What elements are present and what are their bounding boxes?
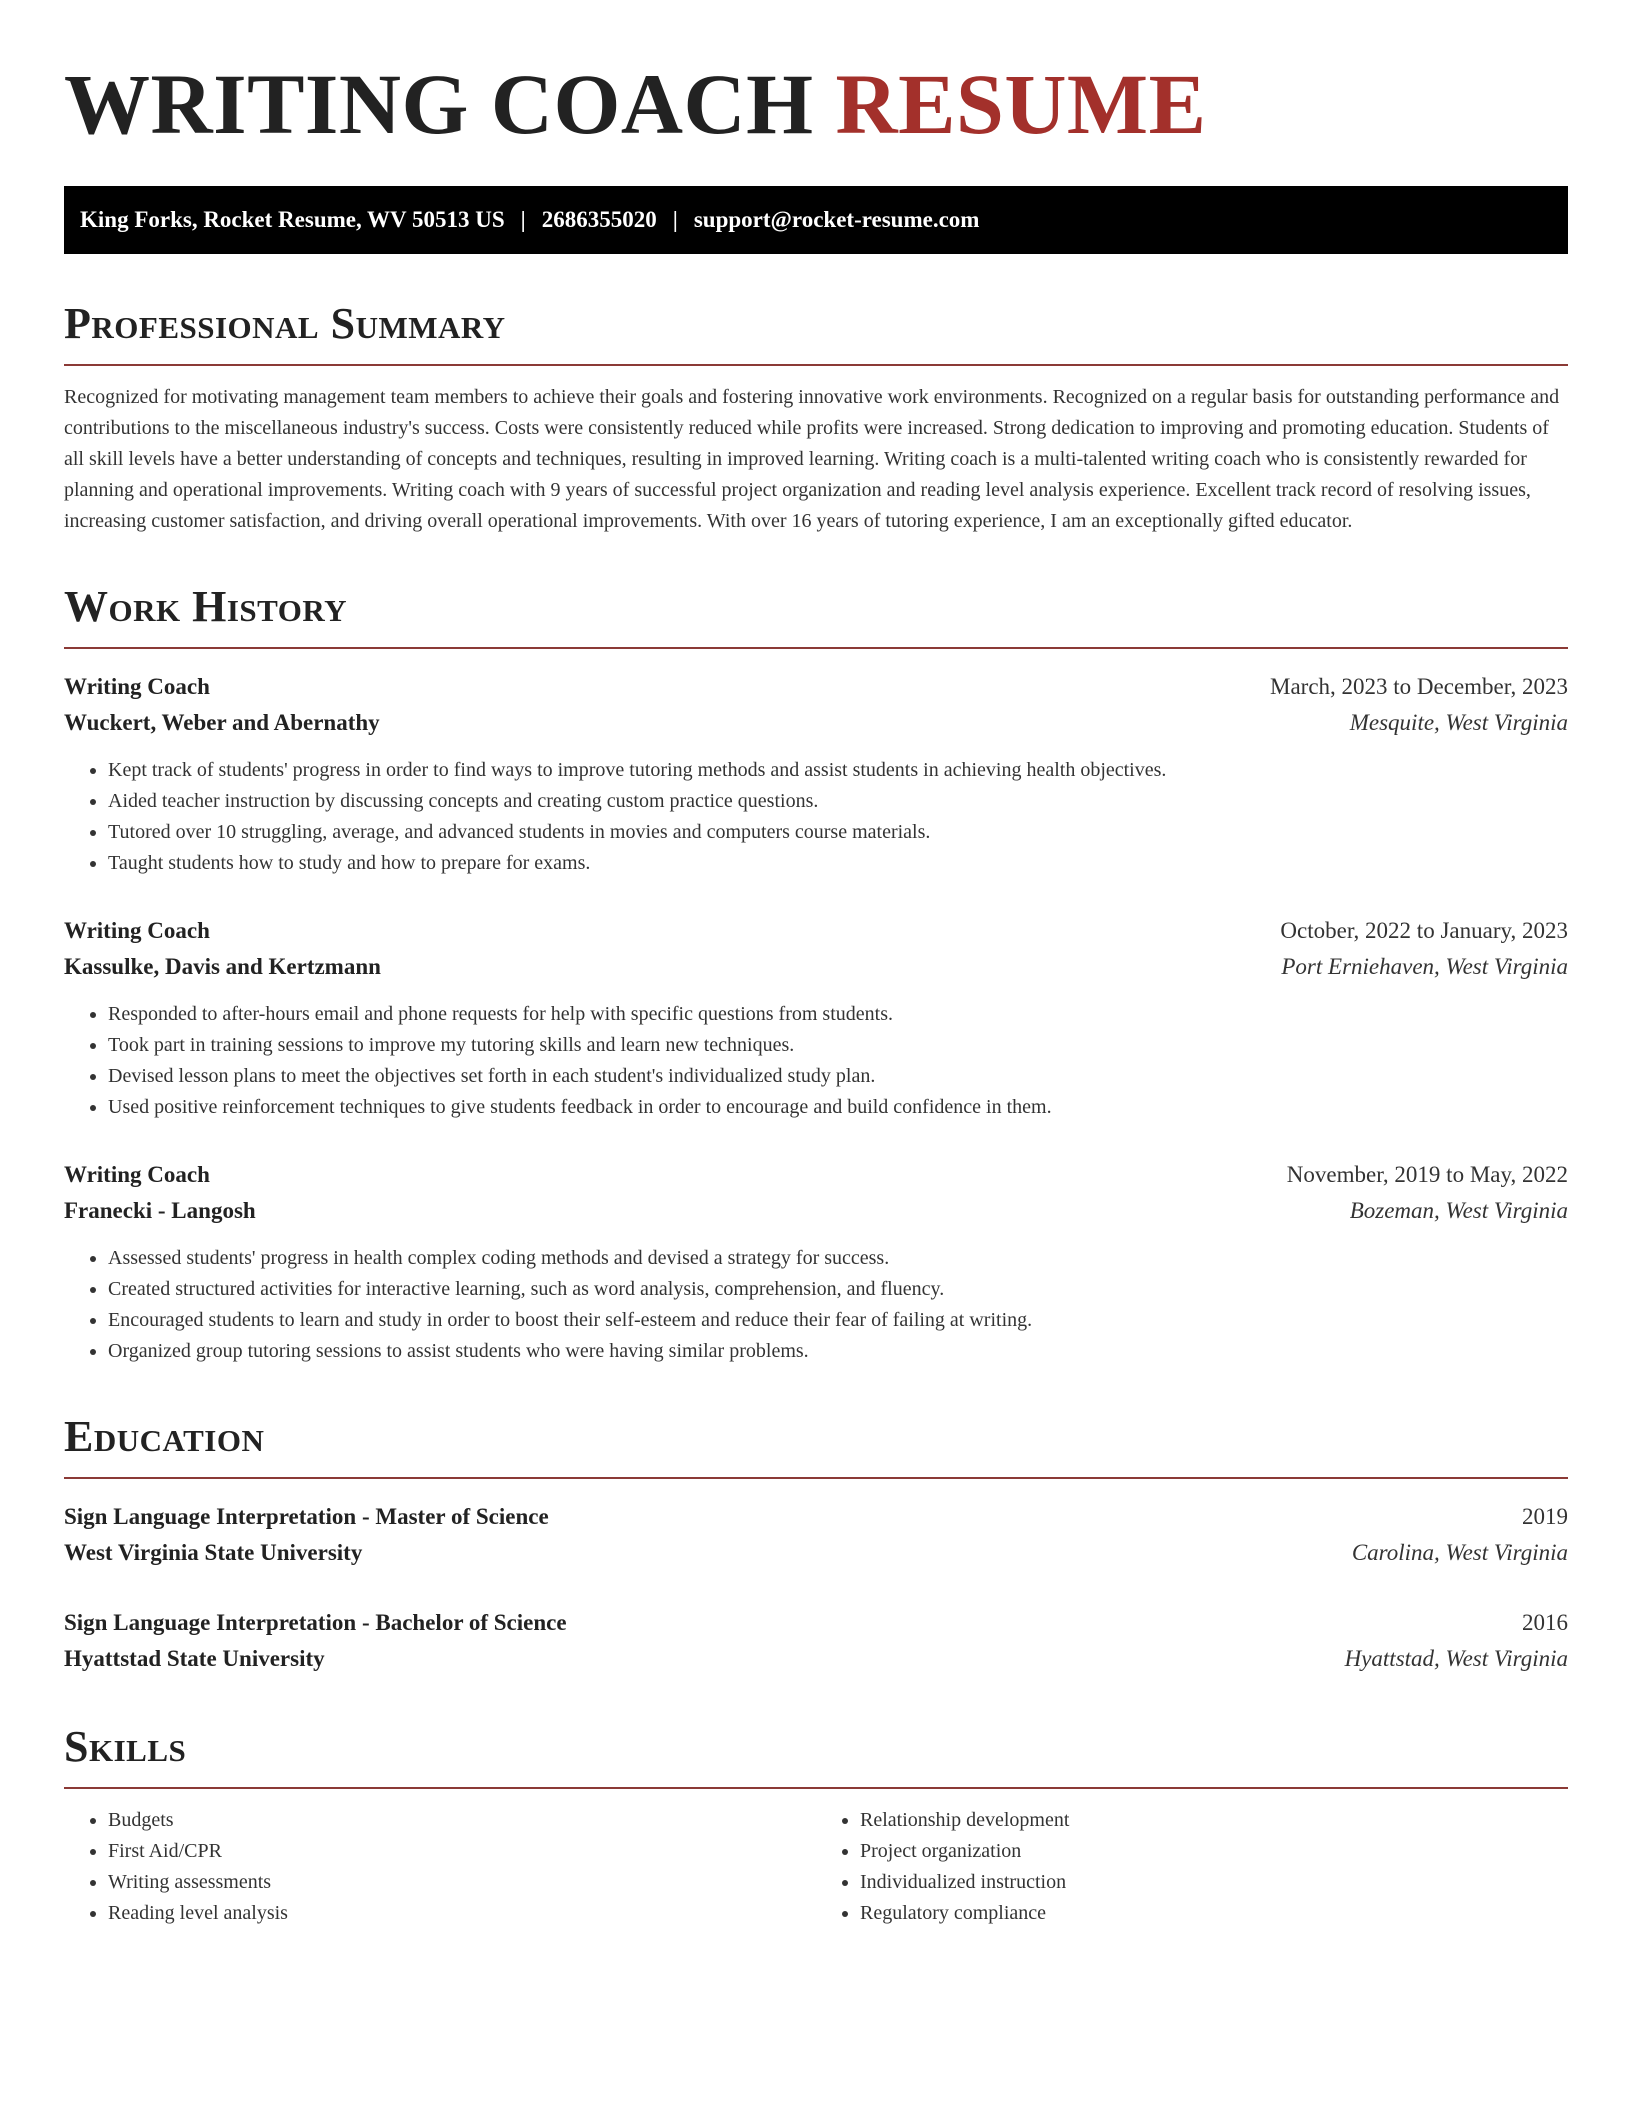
job-duty: • Kept track of students' progress in order to find ways to improve tutoring methods and assist students in achieving health objectives. — [108, 755, 1568, 786]
job-duty: • Used positive reinforcement techniques to give students feedback in order to encourage and build confidence in them. — [108, 1092, 1568, 1123]
degree-year: 2019 — [1522, 1504, 1568, 1529]
job-company-row — [64, 1193, 1568, 1229]
job-title: Writing Coach — [64, 918, 210, 943]
school-location: Hyattstad, West Virginia — [1344, 1646, 1568, 1671]
job-company: Kassulke, Davis and Kertzmann — [64, 954, 381, 979]
job-header-row — [64, 1157, 1568, 1193]
work-history-heading: Work History — [64, 581, 1568, 649]
skill-item: • Project organization — [860, 1836, 1568, 1867]
skills-list — [64, 1805, 1568, 1929]
job-location: Bozeman, West Virginia — [1349, 1198, 1568, 1223]
job-duty: • Tutored over 10 struggling, average, and advanced students in movies and computers course materials. — [108, 817, 1568, 848]
job-duty: • Assessed students' progress in health complex coding methods and devised a strategy for success. — [108, 1243, 1568, 1274]
job-dates: November, 2019 to May, 2022 — [1286, 1162, 1568, 1187]
summary-heading: Professional Summary — [64, 298, 1568, 366]
degree-name: Sign Language Interpretation - Bachelor of Science — [64, 1610, 567, 1635]
school-name: West Virginia State University — [64, 1540, 363, 1565]
school-location: Carolina, West Virginia — [1351, 1540, 1568, 1565]
skills-heading: Skills — [64, 1721, 1568, 1789]
school-row — [64, 1535, 1568, 1571]
job-dates: March, 2023 to December, 2023 — [1270, 674, 1568, 699]
education-heading: Education — [64, 1411, 1568, 1479]
job-duty: • Created structured activities for interactive learning, such as word analysis, comprehension, and fluency. — [108, 1274, 1568, 1305]
resume-title — [64, 56, 1568, 152]
title-main: WRITING COACH — [64, 56, 814, 152]
degree-year: 2016 — [1522, 1610, 1568, 1635]
contact-phone: 2686355020 — [541, 207, 657, 232]
skills-column-left — [64, 1805, 816, 1929]
job-header-row — [64, 913, 1568, 949]
skill-item: • Reading level analysis — [108, 1898, 816, 1929]
job-duties-list — [64, 755, 1568, 879]
education-entry — [64, 1605, 1568, 1677]
skills-column-right — [816, 1805, 1568, 1929]
school-name: Hyattstad State University — [64, 1646, 325, 1671]
job-entry — [64, 669, 1568, 879]
job-company-row — [64, 705, 1568, 741]
job-company: Wuckert, Weber and Abernathy — [64, 710, 380, 735]
job-duty: • Organized group tutoring sessions to assist students who were having similar problems. — [108, 1336, 1568, 1367]
skill-item: • Individualized instruction — [860, 1867, 1568, 1898]
job-duty: • Encouraged students to learn and study in order to boost their self-esteem and reduce their fear of failing at writing. — [108, 1305, 1568, 1336]
skill-item: • Regulatory compliance — [860, 1898, 1568, 1929]
job-company: Franecki - Langosh — [64, 1198, 256, 1223]
contact-separator: | — [520, 207, 526, 232]
job-duties-list — [64, 999, 1568, 1123]
job-dates: October, 2022 to January, 2023 — [1280, 918, 1568, 943]
skill-item: • Relationship development — [860, 1805, 1568, 1836]
contact-address: King Forks, Rocket Resume, WV 50513 US — [80, 207, 505, 232]
job-title: Writing Coach — [64, 1162, 210, 1187]
summary-text: Recognized for motivating management team members to achieve their goals and fostering innovative work environments. Recognized on a regular basis for outstanding performance and contributions to the miscellaneous industry's success. Costs were consistently reduced while profits were increased. Strong dedication to improving and promoting education. Students of all skill levels have a better understanding of concepts and techniques, resulting in improved learning. Writing coach is a multi-talented writing coach who is consistently rewarded for planning and operational improvements. Writing coach with 9 years of successful project organization and reading level analysis experience. Excellent track record of resolving issues, increasing customer satisfaction, and driving overall operational improvements. With over 16 years of tutoring experience, I am an exceptionally gifted educator. — [64, 386, 1560, 532]
education-entry — [64, 1499, 1568, 1571]
degree-row — [64, 1499, 1568, 1535]
title-accent: RESUME — [835, 56, 1207, 152]
job-location: Port Erniehaven, West Virginia — [1281, 954, 1568, 979]
job-entry — [64, 913, 1568, 1123]
skill-item: • Budgets — [108, 1805, 816, 1836]
contact-separator: | — [672, 207, 678, 232]
job-duties-list — [64, 1243, 1568, 1367]
job-duty: • Aided teacher instruction by discussing concepts and creating custom practice questions. — [108, 786, 1568, 817]
job-duty: • Took part in training sessions to improve my tutoring skills and learn new techniques. — [108, 1030, 1568, 1061]
job-location: Mesquite, West Virginia — [1349, 710, 1568, 735]
degree-row — [64, 1605, 1568, 1641]
contact-bar — [64, 186, 1568, 254]
job-duty: • Responded to after-hours email and phone requests for help with specific questions from students. — [108, 999, 1568, 1030]
school-row — [64, 1641, 1568, 1677]
job-duty: • Taught students how to study and how to prepare for exams. — [108, 848, 1568, 879]
skill-item: • First Aid/CPR — [108, 1836, 816, 1867]
job-company-row — [64, 949, 1568, 985]
job-header-row — [64, 669, 1568, 705]
job-entry — [64, 1157, 1568, 1367]
degree-name: Sign Language Interpretation - Master of Science — [64, 1504, 549, 1529]
job-duty: • Devised lesson plans to meet the objectives set forth in each student's individualized study plan. — [108, 1061, 1568, 1092]
skill-item: • Writing assessments — [108, 1867, 816, 1898]
job-title: Writing Coach — [64, 674, 210, 699]
contact-email: support@rocket-resume.com — [693, 207, 980, 232]
